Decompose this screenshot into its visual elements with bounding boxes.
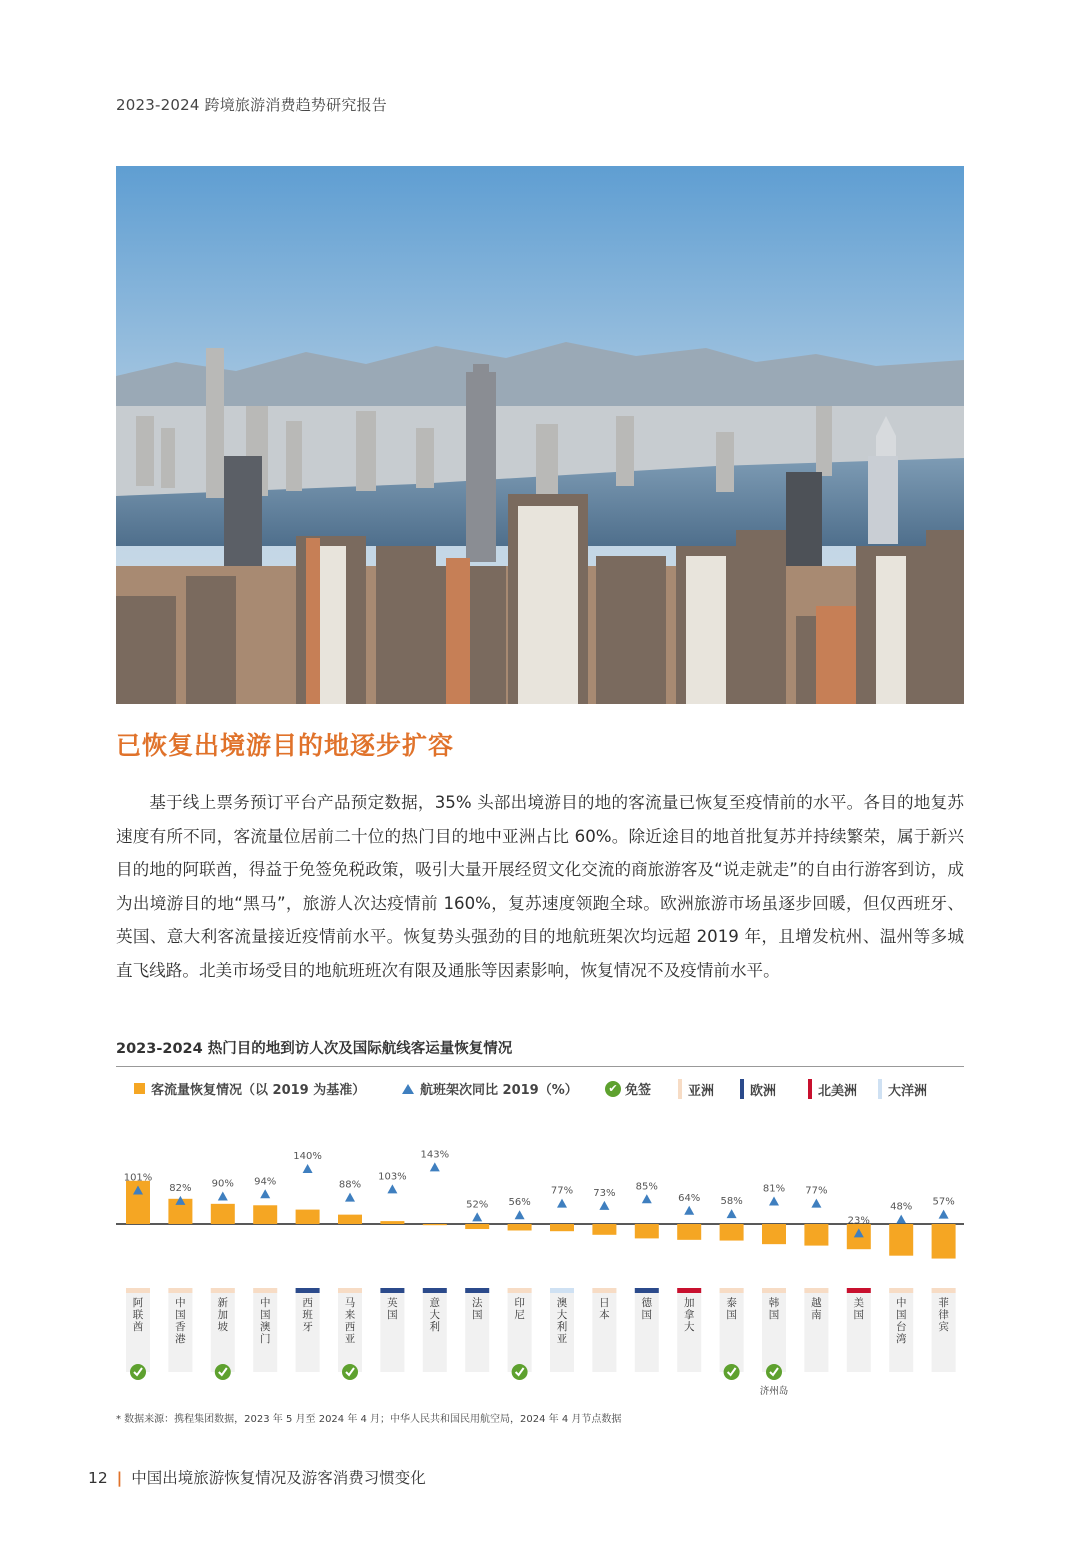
chart-title: 2023-2024 热门目的地到访人次及国际航线客运量恢复情况 xyxy=(116,1041,513,1057)
flight-label: 58% xyxy=(720,1196,743,1208)
passenger-bar xyxy=(465,1224,489,1229)
passenger-bar xyxy=(932,1224,956,1259)
region-marker xyxy=(211,1288,235,1293)
country-label: 新加坡 xyxy=(217,1297,229,1333)
triangle-icon xyxy=(402,1084,414,1094)
flight-label: 77% xyxy=(805,1185,828,1197)
legend-north-america xyxy=(808,1079,857,1099)
region-marker xyxy=(296,1288,320,1293)
flight-label: 52% xyxy=(466,1199,489,1211)
passenger-bar xyxy=(677,1224,701,1240)
country-label: 德国 xyxy=(641,1297,653,1321)
flight-triangle-mark xyxy=(472,1212,482,1221)
flight-triangle-mark xyxy=(896,1215,906,1224)
country-label: 中国台湾 xyxy=(895,1297,907,1345)
legend-flights-label: 航班架次同比 2019（%） xyxy=(420,1083,578,1098)
flight-label: 56% xyxy=(508,1197,531,1209)
region-marker xyxy=(508,1288,532,1293)
north-america-swatch-icon xyxy=(808,1079,812,1099)
region-marker xyxy=(380,1288,404,1293)
flight-triangle-mark xyxy=(684,1206,694,1215)
region-marker xyxy=(550,1288,574,1293)
passenger-bar xyxy=(423,1224,447,1225)
body-paragraph: 基于线上票务预订平台产品预定数据，35% 头部出境游目的地的客流量已恢复至疫情前的水平。各目的地复苏速度有所不同，客流量位居前二十位的热门目的地中亚洲占比 60%。除近途目的地首批复苏并持续繁荣，属于新兴目的地的阿联酋，得益于免签免税政策，吸引大量开展经贸文化交流的商旅游客及“说走就走”的自由行游客到访，成为出境游目的地“黑马”，旅游人次达疫情前 160%，复苏速度领跑全球。欧洲旅游市场虽逐步回暖，但仅西班牙、英国、意大利客流量接近疫情前水平。恢复势头强劲的目的地航班架次均远超 2019 年，且增发杭州、温州等多城直飞线路。北美市场受目的地航班班次有限及通胀等因素影响，恢复情况不及疫情前水平。 xyxy=(116,793,964,980)
region-marker xyxy=(465,1288,489,1293)
page-footer xyxy=(88,1466,426,1488)
passenger-bar xyxy=(380,1221,404,1224)
country-label: 泰国 xyxy=(726,1297,737,1321)
flight-triangle-mark xyxy=(727,1209,737,1218)
country-label: 澳大利亚 xyxy=(556,1297,568,1345)
region-marker xyxy=(804,1288,828,1293)
recovery-chart xyxy=(116,1100,964,1400)
legend-visa-free xyxy=(605,1079,651,1098)
region-marker xyxy=(932,1288,956,1293)
region-marker xyxy=(168,1288,192,1293)
passenger-bar xyxy=(338,1215,362,1224)
flight-label: 64% xyxy=(678,1192,701,1204)
legend-flights xyxy=(402,1079,578,1098)
report-header-title: 2023-2024 跨境旅游消费趋势研究报告 xyxy=(116,96,387,114)
region-marker xyxy=(592,1288,616,1293)
flight-label: 143% xyxy=(420,1149,450,1161)
flight-triangle-mark xyxy=(430,1162,440,1171)
asia-swatch-icon xyxy=(678,1079,682,1099)
footer-separator: | xyxy=(116,1469,123,1487)
legend-passenger xyxy=(134,1079,365,1098)
legend-passenger-label: 客流量恢复情况（以 2019 为基准） xyxy=(151,1083,366,1098)
passenger-bar xyxy=(889,1224,913,1256)
skyline-illustration xyxy=(116,166,964,704)
passenger-bar xyxy=(508,1224,532,1230)
country-label: 法国 xyxy=(471,1297,483,1321)
flight-triangle-mark xyxy=(599,1201,609,1210)
flight-label: 90% xyxy=(211,1178,234,1190)
passenger-bar xyxy=(592,1224,616,1235)
country-label: 韩国 xyxy=(768,1297,780,1321)
flight-label: 82% xyxy=(169,1182,192,1194)
legend-europe-label: 欧洲 xyxy=(750,1083,777,1099)
flight-label: 23% xyxy=(847,1215,870,1227)
legend-visa-free-label: 免签 xyxy=(625,1083,652,1098)
flight-triangle-mark xyxy=(387,1184,397,1193)
region-marker xyxy=(253,1288,277,1293)
flight-triangle-mark xyxy=(642,1194,652,1203)
passenger-bar xyxy=(211,1204,235,1224)
flight-triangle-mark xyxy=(260,1189,270,1198)
region-marker xyxy=(847,1288,871,1293)
flight-label: 73% xyxy=(593,1187,616,1199)
country-label: 意大利 xyxy=(429,1297,441,1333)
flight-label: 77% xyxy=(550,1185,574,1197)
region-marker xyxy=(338,1288,362,1293)
flight-triangle-mark xyxy=(939,1210,949,1219)
region-marker xyxy=(126,1288,150,1293)
region-marker xyxy=(635,1288,659,1293)
section-title: 已恢复出境游目的地逐步扩容 xyxy=(116,731,455,760)
flight-label: 48% xyxy=(890,1201,913,1213)
legend-europe xyxy=(740,1079,776,1099)
country-label: 中国香港 xyxy=(175,1297,186,1345)
flight-triangle-mark xyxy=(811,1199,821,1208)
flight-triangle-mark xyxy=(345,1193,355,1202)
passenger-bar xyxy=(720,1224,744,1241)
legend-asia xyxy=(678,1079,714,1099)
country-label: 阿联酋 xyxy=(132,1297,144,1333)
footer-title: 中国出境旅游恢复情况及游客消费习惯变化 xyxy=(131,1469,426,1487)
passenger-bar xyxy=(804,1224,828,1246)
flight-triangle-mark xyxy=(303,1164,313,1173)
passenger-bar xyxy=(253,1205,277,1224)
region-marker xyxy=(720,1288,744,1293)
flight-label: 85% xyxy=(635,1181,658,1193)
bar-swatch-icon xyxy=(134,1083,145,1094)
flight-label: 101% xyxy=(123,1172,153,1184)
passenger-bar xyxy=(550,1224,574,1231)
legend-asia-label: 亚洲 xyxy=(688,1083,715,1099)
flight-label: 103% xyxy=(378,1171,407,1183)
region-marker xyxy=(423,1288,447,1293)
flight-label: 94% xyxy=(254,1176,277,1188)
flight-label: 81% xyxy=(762,1183,786,1195)
passenger-bar xyxy=(296,1210,320,1224)
region-marker xyxy=(762,1288,786,1293)
flight-triangle-mark xyxy=(515,1210,525,1219)
country-label: 加拿大 xyxy=(683,1297,695,1333)
passenger-bar xyxy=(635,1224,659,1238)
country-label: 日本 xyxy=(599,1297,610,1321)
passenger-bar xyxy=(762,1224,786,1244)
legend-oceania-label: 大洋洲 xyxy=(888,1083,928,1099)
flight-triangle-mark xyxy=(218,1192,228,1201)
flight-label: 88% xyxy=(338,1179,362,1191)
oceania-swatch-icon xyxy=(878,1079,882,1099)
flight-label: 57% xyxy=(932,1196,955,1208)
flight-label: 140% xyxy=(293,1151,322,1162)
region-marker xyxy=(677,1288,701,1293)
jeju-note: 济州岛 xyxy=(759,1386,789,1397)
legend-oceania xyxy=(878,1079,927,1099)
region-marker xyxy=(889,1288,913,1293)
data-source-note: * 数据来源：携程集团数据，2023 年 5 月至 2024 年 4 月；中华人民共和国民用航空局，2024 年 4 月节点数据 xyxy=(116,1414,622,1425)
legend-north-america-label: 北美洲 xyxy=(818,1083,858,1099)
europe-swatch-icon xyxy=(740,1079,744,1099)
country-label: 菲律宾 xyxy=(938,1297,949,1333)
country-label: 美国 xyxy=(853,1297,865,1321)
chart-title-rule xyxy=(116,1066,964,1067)
page-number: 12 xyxy=(88,1469,108,1487)
flight-triangle-mark xyxy=(557,1199,567,1208)
hong-kong-skyline-photo xyxy=(116,166,964,704)
flight-triangle-mark xyxy=(769,1196,779,1205)
country-label: 中国澳门 xyxy=(259,1297,271,1345)
country-label: 马来西亚 xyxy=(344,1297,356,1345)
country-label: 英国 xyxy=(387,1297,398,1321)
country-label: 印尼 xyxy=(514,1297,525,1321)
country-label: 越南 xyxy=(811,1297,822,1321)
check-icon: ✔ xyxy=(605,1081,621,1097)
country-label: 西班牙 xyxy=(302,1297,313,1333)
